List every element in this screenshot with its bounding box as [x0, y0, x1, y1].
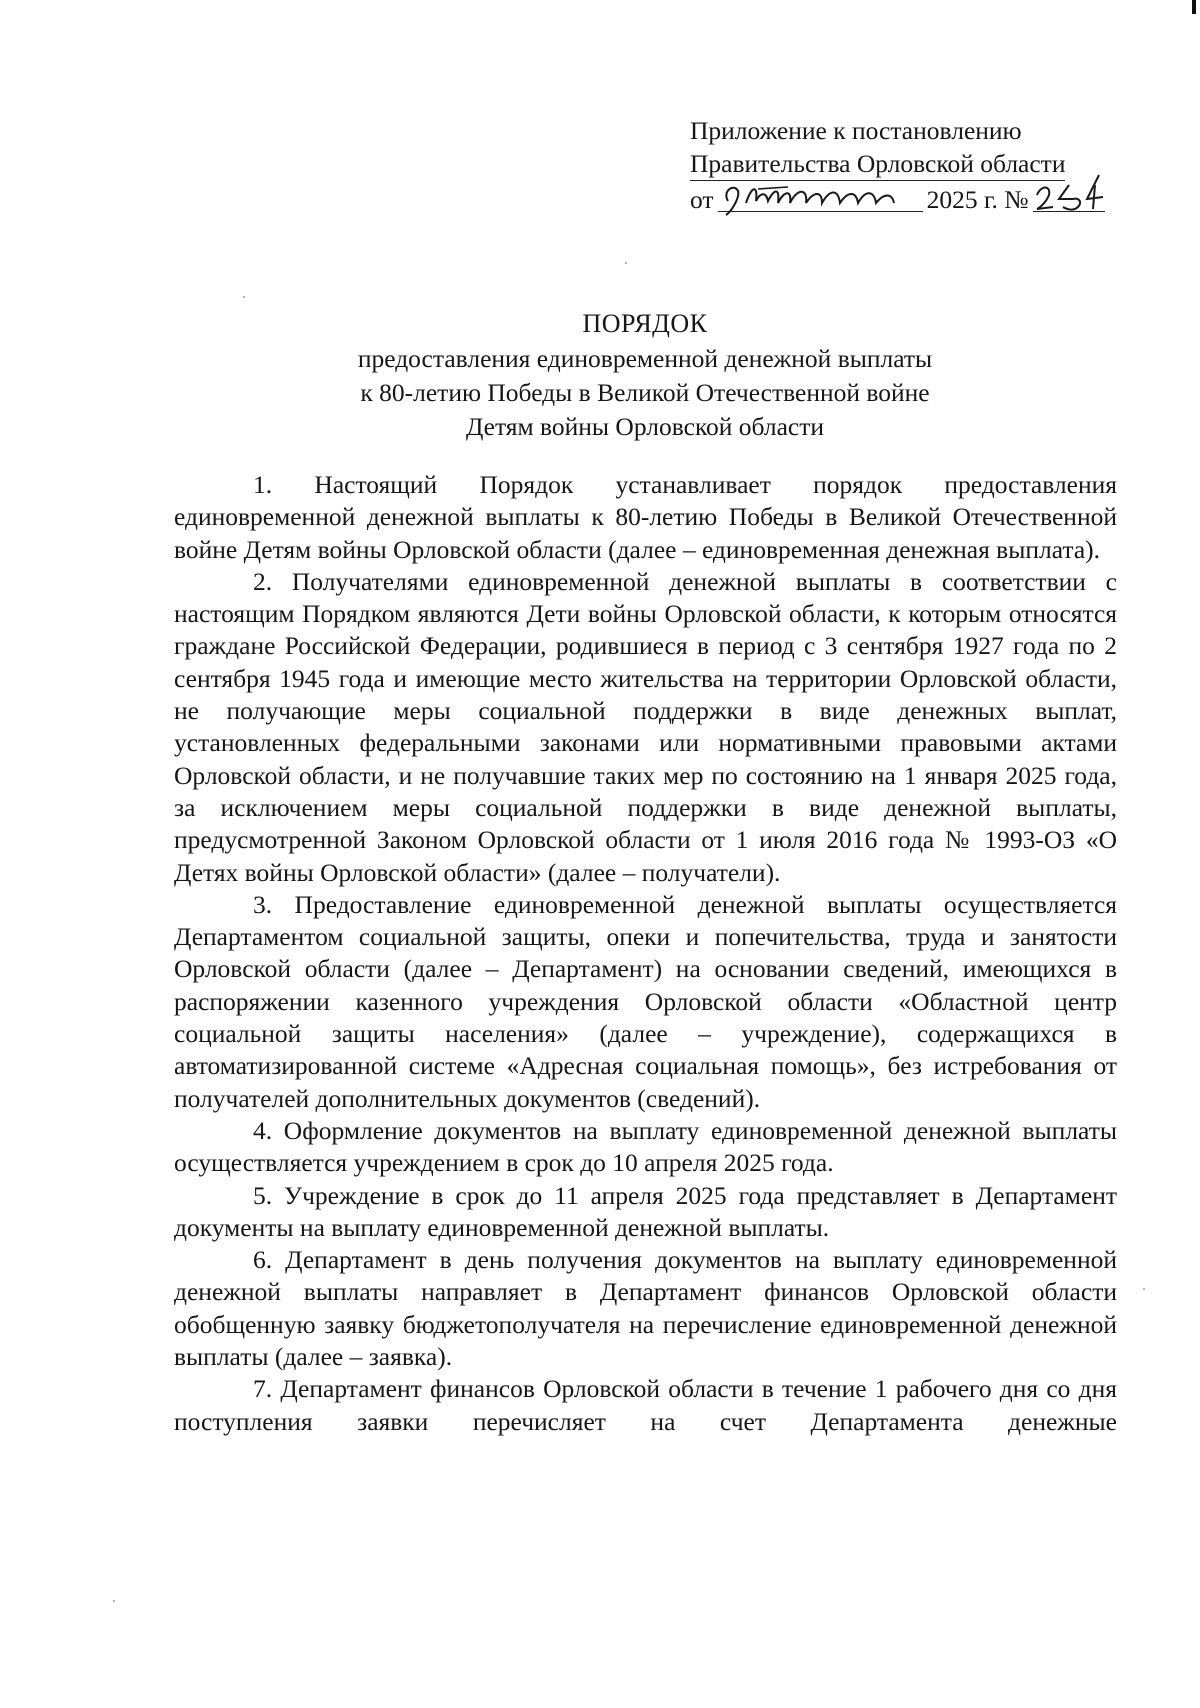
- date-year-and-number-label: 2025 г. №: [926, 185, 1029, 214]
- paragraph-5: 5. Учреждение в срок до 11 апреля 2025 года представляет в Департамент документы на выплату единовременной денежной выплаты.: [174, 1180, 1117, 1242]
- document-body: [174, 469, 1117, 1438]
- document-subtitle-line: Детям войны Орловской области: [465, 412, 825, 441]
- paragraph-6: 6. Департамент в день получения документов на выплату единовременной денежной выплаты направляет в Департамент финансов Орловской области обобщенную заявку бюджетополучателя на перечисление единовременной денежной выплаты (далее – заявка).: [174, 1245, 1117, 1372]
- date-prefix: от: [690, 185, 714, 214]
- document-title: ПОРЯДОК: [582, 309, 708, 338]
- paragraph-2: 2. Получателями единовременной денежной выплаты в соответствии с настоящим Порядком являются Дети войны Орловской области, к которым относятся граждане Российской Федерации, родившиеся в период с 3 сентября 1927 года по 2 сентября 1945 года и имеющие место жительства на территории Орловской области, не получающие меры социальной поддержки в виде денежных выплат, установленных федеральными законами или нормативными правовыми актами Орловской области, и не получавшие таких мер по состоянию на 1 января 2025 года, за исключением меры социальной поддержки в виде денежной выплаты, предусмотренной Законом Орловской области от 1 июля 2016 года № 1993-ОЗ «О Детях войны Орловской области» (далее – получатели).: [174, 566, 1117, 887]
- scan-speck: [243, 296, 245, 298]
- paragraph-4: 4. Оформление документов на выплату единовременной денежной выплаты осуществляется учреждением в срок до 10 апреля 2025 года.: [174, 1115, 1117, 1178]
- document-subtitle-line: к 80-летию Победы в Великой Отечественной войне: [360, 378, 930, 407]
- handwritten-number: [1033, 181, 1105, 212]
- document-title-block: [175, 307, 1115, 444]
- paragraph-3: 3. Предоставление единовременной денежной выплаты осуществляется Департаментом социальной защиты, опеки и попечительства, труда и занятости Орловской области (далее – Департамент) на основании сведений, имеющихся в распоряжении казенного учреждения Орловской области «Областной центр социальной защиты населения» (далее – учреждение), содержащихся в автоматизированной системе «Адресная социальная помощь», без истребования от получателей дополнительных документов (сведений).: [174, 889, 1117, 1113]
- paragraph-1: 1. Настоящий Порядок устанавливает порядок предоставления единовременной денежной выплаты к 80-летию Победы в Великой Отечественной войне Детям войны Орловской области (далее – единовременная денежная выплата).: [174, 470, 1117, 564]
- paragraph-7: 7. Департамент финансов Орловской области в течение 1 рабочего дня со дня поступления заявки перечисляет на счет Департамента денежные: [174, 1374, 1117, 1436]
- appendix-header: [690, 114, 1130, 216]
- document-subtitle-line: предоставления единовременной денежной выплаты: [357, 344, 933, 373]
- appendix-line-2: Правительства Орловской области: [690, 147, 1065, 181]
- scan-speck: [113, 1600, 115, 1602]
- appendix-date-line: [690, 181, 1130, 216]
- scan-corner-mark: [1192, 0, 1196, 14]
- handwritten-date: [718, 181, 923, 212]
- scan-speck: [1143, 1288, 1145, 1290]
- appendix-line-1: Приложение к постановлению: [690, 116, 1022, 145]
- scan-speck: [625, 262, 627, 264]
